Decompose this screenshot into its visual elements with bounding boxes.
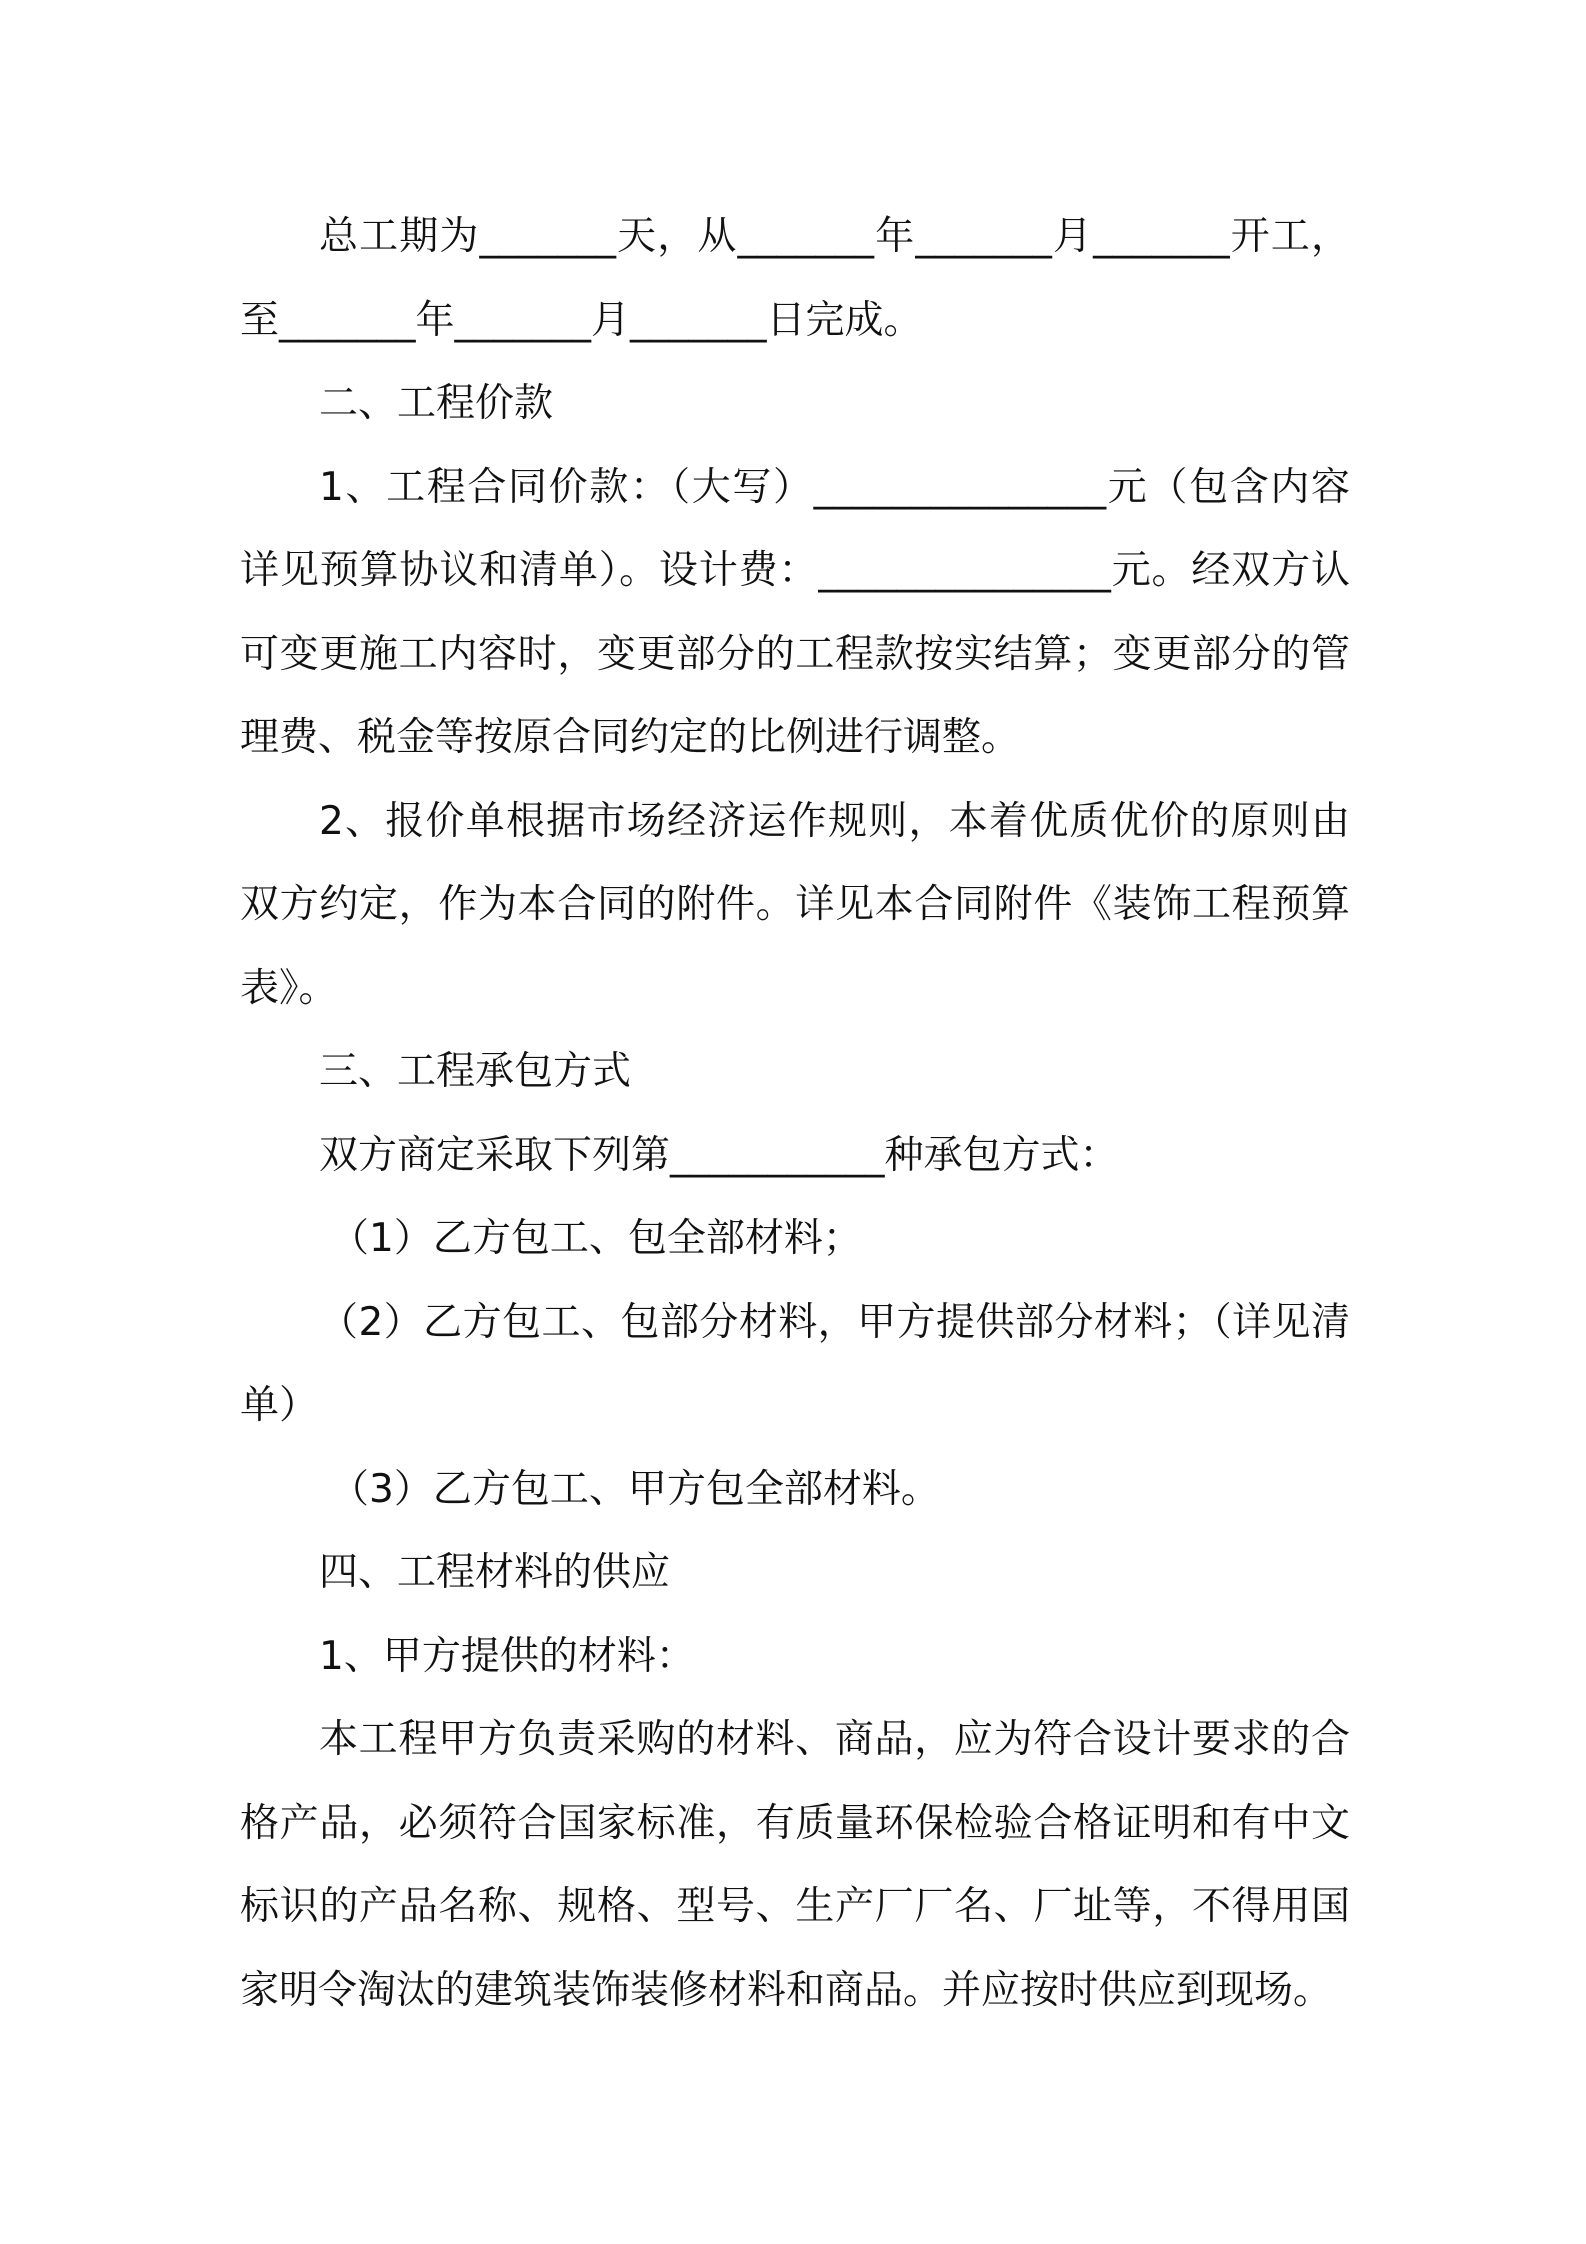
paragraph-method-choice: 双方商定采取下列第___________种承包方式： xyxy=(319,1132,1119,1178)
document-page xyxy=(240,195,1350,2032)
heading-contracting-method: 三、工程承包方式 xyxy=(319,1049,632,1094)
list-item-method-3: （3）乙方包工、甲方包全部材料。 xyxy=(330,1466,940,1512)
heading-project-price: 二、工程价款 xyxy=(319,381,554,426)
list-item-method-1: （1）乙方包工、包全部材料； xyxy=(330,1216,862,1261)
paragraph-construction-period: 总工期为_______天，从_______年_______月_______开工，至_______年_______月_______日完成。 xyxy=(240,214,1350,343)
paragraph-contract-price: 1、工程合同价款：（大写）_______________元（包含内容详见预算协议和清单）。设计费：_______________元。经双方认可变更施工内容时，变更部分的工程款按实结算；变更部分的管理费、税金等按原合同约定的比例进行调整。 xyxy=(240,464,1350,760)
heading-material-supply: 四、工程材料的供应 xyxy=(319,1550,671,1595)
paragraph-quotation: 2、报价单根据市场经济运作规则，本着优质优价的原则由双方约定，作为本合同的附件。详见本合同附件《装饰工程预算表》。 xyxy=(240,798,1350,1011)
paragraph-party-a-materials: 本工程甲方负责采购的材料、商品，应为符合设计要求的合格产品，必须符合国家标准，有质量环保检验合格证明和有中文标识的产品名称、规格、型号、生产厂厂名、厂址等，不得用国家明令淘汰的建筑装饰装修材料和商品。并应按时供应到现场。 xyxy=(240,1717,1350,2013)
list-item-method-2: （2）乙方包工、包部分材料，甲方提供部分材料；（详见清单） xyxy=(240,1299,1350,1428)
subheading-party-a-materials: 1、甲方提供的材料： xyxy=(319,1633,695,1679)
